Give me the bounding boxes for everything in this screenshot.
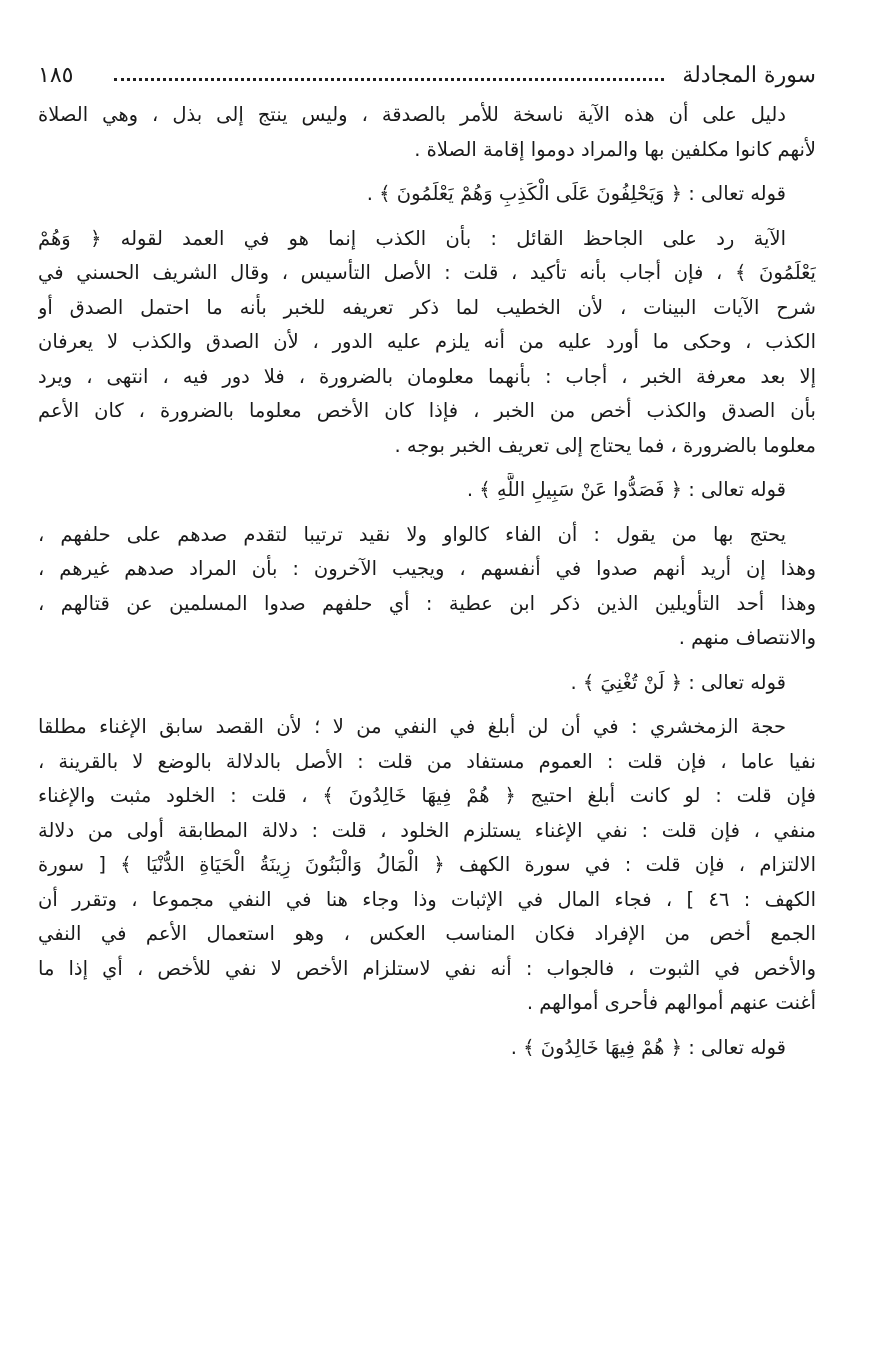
text-line: الكذب ، وحكى ما أورد عليه من أنه يلزم عليه الدور ، لأن الصدق والكذب لا يعرفان (38, 330, 816, 353)
text-line: شرح الآيات البينات ، لأن الخطيب لما ذكر تعريفه للخبر بأنه ما احتمل الصدق أو (38, 295, 816, 319)
page-number: ١٨٥ (38, 63, 74, 88)
text-line: والانتصاف منهم . (678, 626, 816, 649)
text-line: الآية رد على الجاحظ القائل : بأن الكذب إنما هو في العمد لقوله ﴿ وَهُمْ (38, 226, 786, 250)
page-body (38, 98, 816, 1065)
text-line: قوله تعالى : ﴿ هُمْ فِيهَا خَالِدُونَ ﴾ . (510, 1035, 786, 1059)
text-line: الكهف : ٤٦ ] ، فجاء المال في الإثبات وذا وجاء هنا في النفي مجموعا ، وتقرر أن (38, 887, 816, 911)
text-line: نفيا عاما ، فإن قلت : العموم مستفاد من قلت : الأصل بالدلالة بالوضع لا بالقرينة ، (38, 749, 816, 773)
text-line: بأن الصدق والكذب أخص من الخبر ، فإذا كان الأخص معلوما بالضرورة ، كان الأعم (38, 399, 816, 422)
commentary-paragraph (38, 98, 816, 167)
text-line: الالتزام ، فإن قلت : في سورة الكهف ﴿ الْمَالُ وَالْبَنُونَ زِينَةُ الْحَيَاةِ الدُّنْيَا ﴾ [ سورة (38, 853, 816, 876)
text-line: لأنهم كانوا مكلفين بها والمراد دوموا إقامة الصلاة . (414, 137, 816, 161)
text-line: والأخص في الثبوت ، فالجواب : أنه نفي لاستلزام الأخص لا نفي للأخص ، أي إذا ما (38, 956, 816, 980)
text-line: قوله تعالى : ﴿ فَصَدُّوا عَنْ سَبِيلِ اللَّهِ ﴾ . (466, 478, 786, 501)
running-header (38, 58, 816, 94)
header-dotted-leader (114, 78, 664, 81)
book-page (38, 58, 816, 1328)
text-line: يَعْلَمُونَ ﴾ ، فإن أجاب بأنه تأكيد ، قلت : الأصل التأسيس ، وقال الشريف الحسني في (38, 261, 816, 284)
text-line: فإن قلت : لو كانت أبلغ احتيج ﴿ هُمْ فِيهَا خَالِدُونَ ﴾ ، قلت : الخلود مثبت والإغناء (38, 784, 816, 807)
text-line: الجمع أخص من الإفراد فكان المناسب العكس ، وهو استعمال الأعم في النفي (38, 922, 816, 945)
text-line: إلا بعد معرفة الخبر ، أجاب : بأنهما معلومان بالضرورة ، فلا دور فيه ، انتهى ، ويرد (38, 364, 816, 388)
text-line: منفي ، فإن قلت : نفي الإغناء يستلزم الخلود ، قلت : دلالة المطابقة أولى من دلالة (38, 818, 816, 842)
text-line: وهذا أحد التأويلين الذين ذكر ابن عطية : أي حلفهم صدوا المسلمين عن قتالهم ، (38, 591, 816, 615)
text-line: وهذا إن أريد أنهم صدوا في أنفسهم ، ويجيب الآخرون : بأن المراد صدهم غيرهم ، (38, 557, 816, 580)
text-line: يحتج بها من يقول : أن الفاء كالواو ولا نقيد ترتيبا لتقدم صدهم على حلفهم ، (38, 522, 786, 546)
verse-heading (38, 1031, 816, 1066)
text-line: معلوما بالضرورة ، فما يحتاج إلى تعريف الخبر بوجه . (394, 433, 816, 457)
commentary-paragraph (38, 222, 816, 464)
text-line: قوله تعالى : ﴿ لَنْ تُغْنِيَ ﴾ . (570, 670, 786, 694)
text-line: قوله تعالى : ﴿ وَيَحْلِفُونَ عَلَى الْكَذِبِ وَهُمْ يَعْلَمُونَ ﴾ . (366, 182, 786, 205)
verse-heading (38, 666, 816, 701)
surah-title: سورة المجادلة (682, 63, 816, 88)
commentary-paragraph (38, 518, 816, 656)
commentary-paragraph (38, 710, 816, 1021)
verse-heading (38, 177, 816, 212)
text-line: دليل على أن هذه الآية ناسخة للأمر بالصدقة ، وليس ينتج إلى بذل ، وهي الصلاة (38, 103, 786, 126)
text-line: حجة الزمخشري : في أن لن أبلغ في النفي من لا ؛ لأن القصد سابق الإغناء مطلقا (38, 715, 786, 738)
verse-heading (38, 473, 816, 508)
text-line: أغنت عنهم أموالهم فأحرى أموالهم . (526, 991, 816, 1014)
